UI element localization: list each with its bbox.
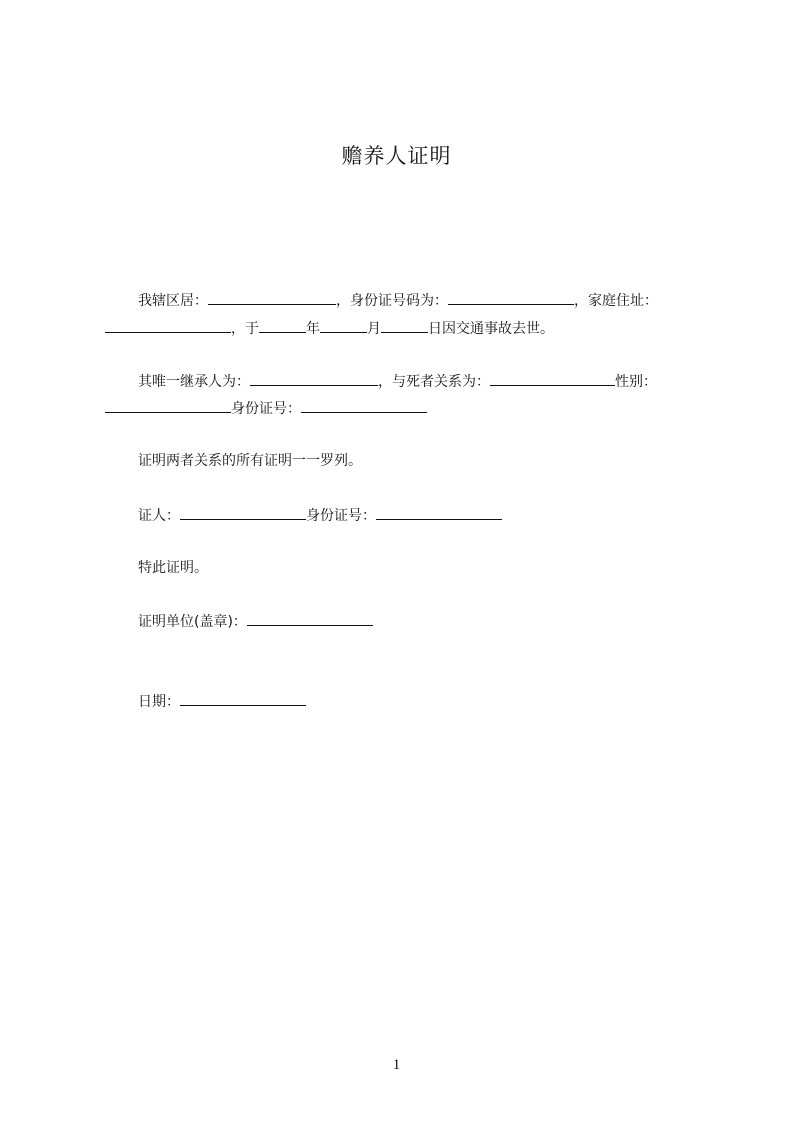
text-segment: ，与死者关系为： bbox=[378, 374, 490, 390]
heir-name-blank bbox=[250, 371, 378, 386]
date-line bbox=[138, 691, 306, 712]
year-blank bbox=[259, 318, 306, 333]
day-blank bbox=[381, 318, 428, 333]
special-statement: 特此证明。 bbox=[138, 560, 208, 576]
relationship-blank bbox=[490, 371, 615, 386]
paragraph-3: 证明两者关系的所有证明一一罗列。 bbox=[138, 453, 362, 469]
text-segment: 日因交通事故去世。 bbox=[428, 321, 554, 337]
text-segment: 月 bbox=[367, 321, 381, 337]
text-segment: ，家庭住址： bbox=[574, 293, 658, 309]
document-title: 赡养人证明 bbox=[341, 144, 452, 168]
heir-id-blank bbox=[301, 398, 427, 413]
text-segment: 性别： bbox=[615, 374, 657, 390]
month-blank bbox=[320, 318, 367, 333]
text-segment: 年 bbox=[306, 321, 320, 337]
name-blank bbox=[208, 290, 336, 305]
id-number-blank bbox=[448, 290, 574, 305]
text-segment: 其唯一继承人为： bbox=[138, 374, 250, 390]
page-number: 1 bbox=[392, 1057, 401, 1073]
witness-label: 证人： bbox=[138, 508, 180, 524]
gender-blank bbox=[105, 398, 231, 413]
text-segment: ，身份证号码为： bbox=[336, 293, 448, 309]
text-segment: 身份证号： bbox=[231, 401, 301, 417]
text-segment: ，于 bbox=[231, 321, 259, 337]
paragraph-2-line-2 bbox=[105, 398, 427, 419]
date-label: 日期： bbox=[138, 694, 180, 710]
issuing-unit-blank bbox=[247, 611, 373, 626]
address-blank bbox=[105, 318, 231, 333]
paragraph-1-line-2 bbox=[105, 318, 554, 339]
date-blank bbox=[180, 691, 306, 706]
issuing-unit-label: 证明单位(盖章)： bbox=[138, 614, 247, 630]
witness-id-label: 身份证号： bbox=[306, 508, 376, 524]
witness-line bbox=[138, 505, 502, 526]
text-segment: 我辖区居： bbox=[138, 293, 208, 309]
paragraph-2-line-1 bbox=[138, 371, 657, 392]
issuing-unit-line bbox=[138, 611, 373, 632]
witness-id-blank bbox=[376, 505, 502, 520]
witness-name-blank bbox=[180, 505, 306, 520]
paragraph-1-line-1 bbox=[138, 290, 658, 311]
